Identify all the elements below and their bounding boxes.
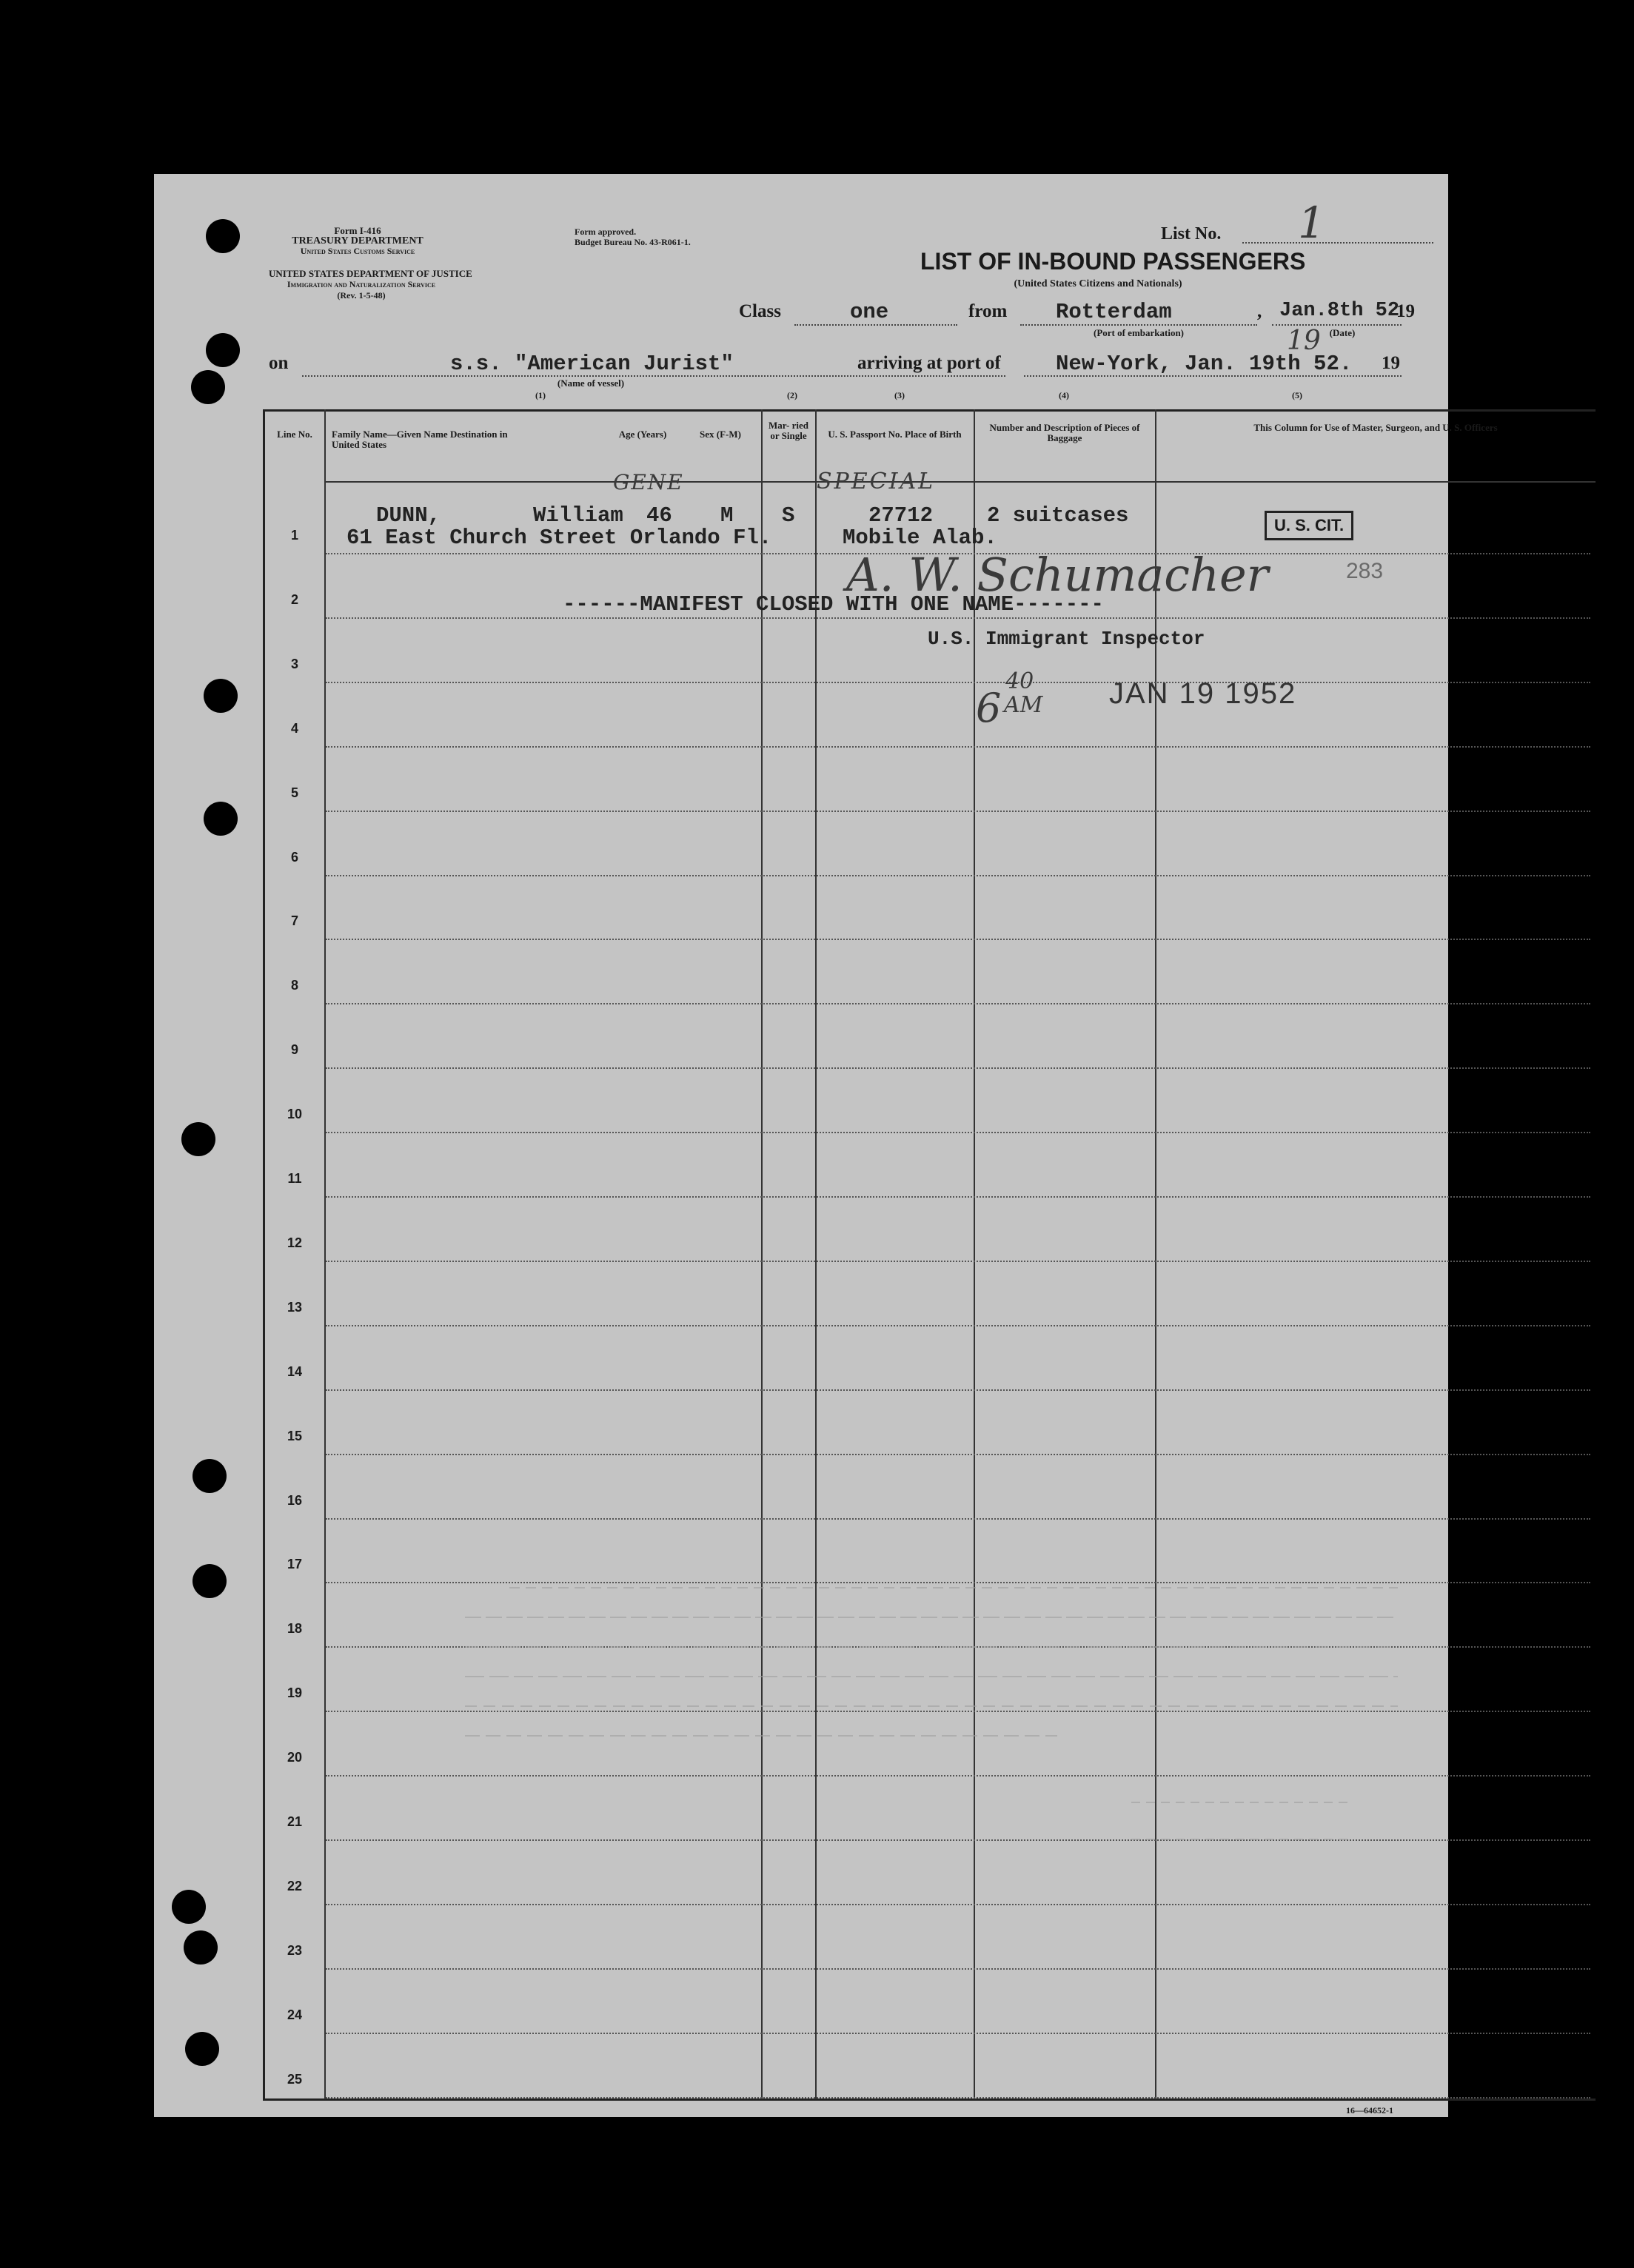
row-rule [326, 875, 1590, 876]
row-rule [326, 1003, 1590, 1004]
from-label: from [968, 301, 1008, 321]
family-name: DUNN, [376, 503, 441, 528]
arriving-label: arriving at port of [857, 353, 1001, 373]
punch-hole [181, 1122, 215, 1156]
handwritten-middle-name: GENE [613, 470, 684, 494]
marital-value: S [782, 503, 795, 528]
us-citizen-stamp: U. S. CIT. [1265, 511, 1353, 540]
page-subtitle: (United States Citizens and Nationals) [1014, 278, 1182, 289]
punch-hole [192, 1564, 227, 1598]
punch-hole [172, 1890, 206, 1924]
passport-no: 27712 [868, 503, 934, 528]
date-received-stamp: JAN 19 1952 [1109, 677, 1297, 710]
row-rule [326, 1325, 1590, 1326]
punch-hole [204, 802, 238, 836]
line-number: 17 [287, 1557, 303, 1572]
departure-date: Jan.8th 52 [1279, 300, 1400, 322]
line-number: 2 [290, 591, 298, 607]
line-number: 24 [287, 2007, 303, 2022]
line-number: 11 [287, 1171, 302, 1186]
bleed-through-texture [465, 1558, 1427, 1973]
inspector-signature: A. W. Schumacher [846, 548, 1269, 602]
line-number: 9 [290, 1042, 298, 1058]
line-number: 7 [290, 913, 298, 929]
col-num-5: (5) [1292, 390, 1302, 400]
header-name: Family Name—Given Name Destination in United States [332, 429, 508, 450]
rev-date: (Rev. 1-5-48) [337, 290, 386, 301]
age-value: 46 [646, 503, 672, 528]
row-rule [326, 1261, 1590, 1262]
punch-hole [206, 219, 240, 253]
header-officers: This Column for Use of Master, Surgeon, and U. S. Officers [1253, 422, 1498, 433]
row-rule [326, 1132, 1590, 1133]
line-number: 6 [290, 849, 298, 865]
line-number: 16 [287, 1492, 303, 1508]
line-number: 15 [287, 1428, 303, 1443]
punch-hole [185, 2032, 219, 2066]
port-caption: (Port of embarkation) [1093, 327, 1185, 338]
birthplace-value: Mobile Alab. [843, 526, 997, 550]
line-number: 3 [290, 656, 298, 671]
baggage-value: 2 suitcases [987, 503, 1129, 528]
line-number: 20 [287, 1750, 303, 1765]
departure-date-suffix: 19 [1396, 301, 1415, 321]
line-number: 18 [287, 1621, 303, 1637]
vessel-name: s.s. "American Jurist" [450, 352, 734, 376]
form-code: 16—64652-1 [1346, 2105, 1393, 2116]
date-caption: (Date) [1329, 327, 1356, 338]
header-line-no: Line No. [277, 429, 312, 440]
row-rule [326, 617, 1590, 619]
line-number: 13 [287, 1299, 303, 1315]
col-num-1: (1) [535, 390, 546, 400]
punch-hole [204, 679, 238, 713]
handwritten-hour: 6 [976, 685, 1002, 731]
line-number: 4 [290, 720, 298, 736]
header-sex: Sex (F-M) [700, 429, 741, 440]
line-number: 21 [287, 1814, 303, 1829]
badge-number: 283 [1346, 559, 1384, 583]
manifest-closed-line: ------MANIFEST CLOSED WITH ONE NAME------- [563, 592, 1104, 617]
line-number: 23 [287, 1942, 303, 1958]
handwritten-special: SPECIAL [817, 469, 936, 494]
row-rule [326, 746, 1590, 748]
arrival-suffix: 19 [1382, 353, 1400, 373]
destination-value: 61 East Church Street Orlando Fl. [346, 526, 772, 550]
line-number: 22 [287, 1878, 303, 1893]
header-passport: U. S. Passport No. Place of Birth [828, 429, 962, 440]
col-num-3: (3) [894, 390, 905, 400]
punch-hole [206, 333, 240, 367]
row-rule [326, 682, 1590, 683]
form-number: Form I-416 [334, 225, 381, 236]
customs-service: United States Customs Service [300, 246, 415, 256]
line-number: 19 [287, 1685, 303, 1701]
row-rule [326, 811, 1590, 812]
line-number: 12 [287, 1235, 303, 1250]
line-number: 5 [290, 785, 298, 800]
punch-hole [192, 1459, 227, 1493]
line-number: 1 [290, 528, 298, 543]
list-no-value: 1 [1298, 198, 1325, 248]
line-number: 25 [287, 2071, 303, 2087]
row-rule [326, 1196, 1590, 1198]
page-title: LIST OF IN-BOUND PASSENGERS [920, 248, 1306, 275]
vessel-caption: (Name of vessel) [557, 378, 625, 389]
handwritten-arrival-day: 19 [1287, 326, 1321, 356]
row-rule [326, 1454, 1590, 1455]
header-age: Age (Years) [618, 429, 667, 440]
budget-bureau: Budget Bureau No. 43-R061-1. [575, 237, 691, 247]
row-rule [326, 2097, 1590, 2098]
ins-service: Immigration and Naturalization Service [287, 279, 436, 289]
treasury-dept: TREASURY DEPARTMENT [292, 235, 423, 246]
header-baggage: Number and Description of Pieces of Baggage [989, 422, 1140, 443]
line-number: 10 [287, 1107, 303, 1122]
sex-value: M [720, 503, 734, 528]
on-label: on [269, 353, 289, 373]
manifest-sheet: Form I-416 TREASURY DEPARTMENT United States Customs Service Form approved. Budget Bureau No. 43-R061-1. UNITED STATES DEPARTMENT OF JUSTICE Immigration and Naturalization Service (Rev. 1-5-48) List No. 1 LIST OF IN-BOUND PASSENGERS (United States Citizens and Nationals) Class one from Rotterdam (Port of embarkation) , Jan.8th 52 19 (Date) on s.s. "American Jurist" (Name of vessel) arriving at port of New-York, Jan. 19th 52. 19 19 (1) (2) (3) (4) (5) Line No. Family Name—Given Name Destination in United States Age (Years) Sex (F-M) Mar- ried or Single U. S. Passport No. Place of Birth Number and Description of Pieces of Baggage This Column for Use of Master, Surgeon, and U. S. Officers 1 2 3 4 5 6 7 8 9 10 11 12 13 14 15 16 17 18 19 20 21 22 23 24 25 GENE SPECIAL DUNN, William 46 M S 27712 2 suitcases 61 East Church Street Orlando Fl. Mobile Alab. U. S. CIT. A. W. Schumacher 283 ------MANIFEST CLOSED WITH ONE NAME------- U.S. Immigrant Inspector 6 40 AM JAN 19 1952 16—64652-1 [154, 174, 1448, 2117]
handwritten-ampm: AM [1004, 692, 1043, 718]
row-rule [326, 1518, 1590, 1520]
col-num-4: (4) [1059, 390, 1069, 400]
col-num-2: (2) [787, 390, 797, 400]
class-label: Class [739, 301, 781, 321]
form-approved: Form approved. [575, 227, 637, 237]
inspector-title: U.S. Immigrant Inspector [928, 628, 1205, 650]
handwritten-minutes: 40 [1005, 668, 1034, 694]
punch-hole [184, 1930, 218, 1965]
punch-hole [191, 370, 225, 404]
line-number: 8 [290, 978, 298, 993]
row-rule [326, 939, 1590, 940]
arrival-value: New-York, Jan. 19th 52. [1056, 352, 1353, 376]
port-value: Rotterdam [1056, 300, 1172, 324]
header-married: Mar- ried or Single [768, 420, 809, 441]
list-no-label: List No. [1161, 224, 1222, 244]
row-rule [326, 1389, 1590, 1391]
row-rule [326, 1067, 1590, 1069]
given-name: William [533, 503, 623, 528]
line-number: 14 [287, 1363, 303, 1379]
class-value: one [850, 300, 889, 324]
row-rule [326, 2033, 1590, 2034]
justice-dept: UNITED STATES DEPARTMENT OF JUSTICE [269, 268, 472, 279]
